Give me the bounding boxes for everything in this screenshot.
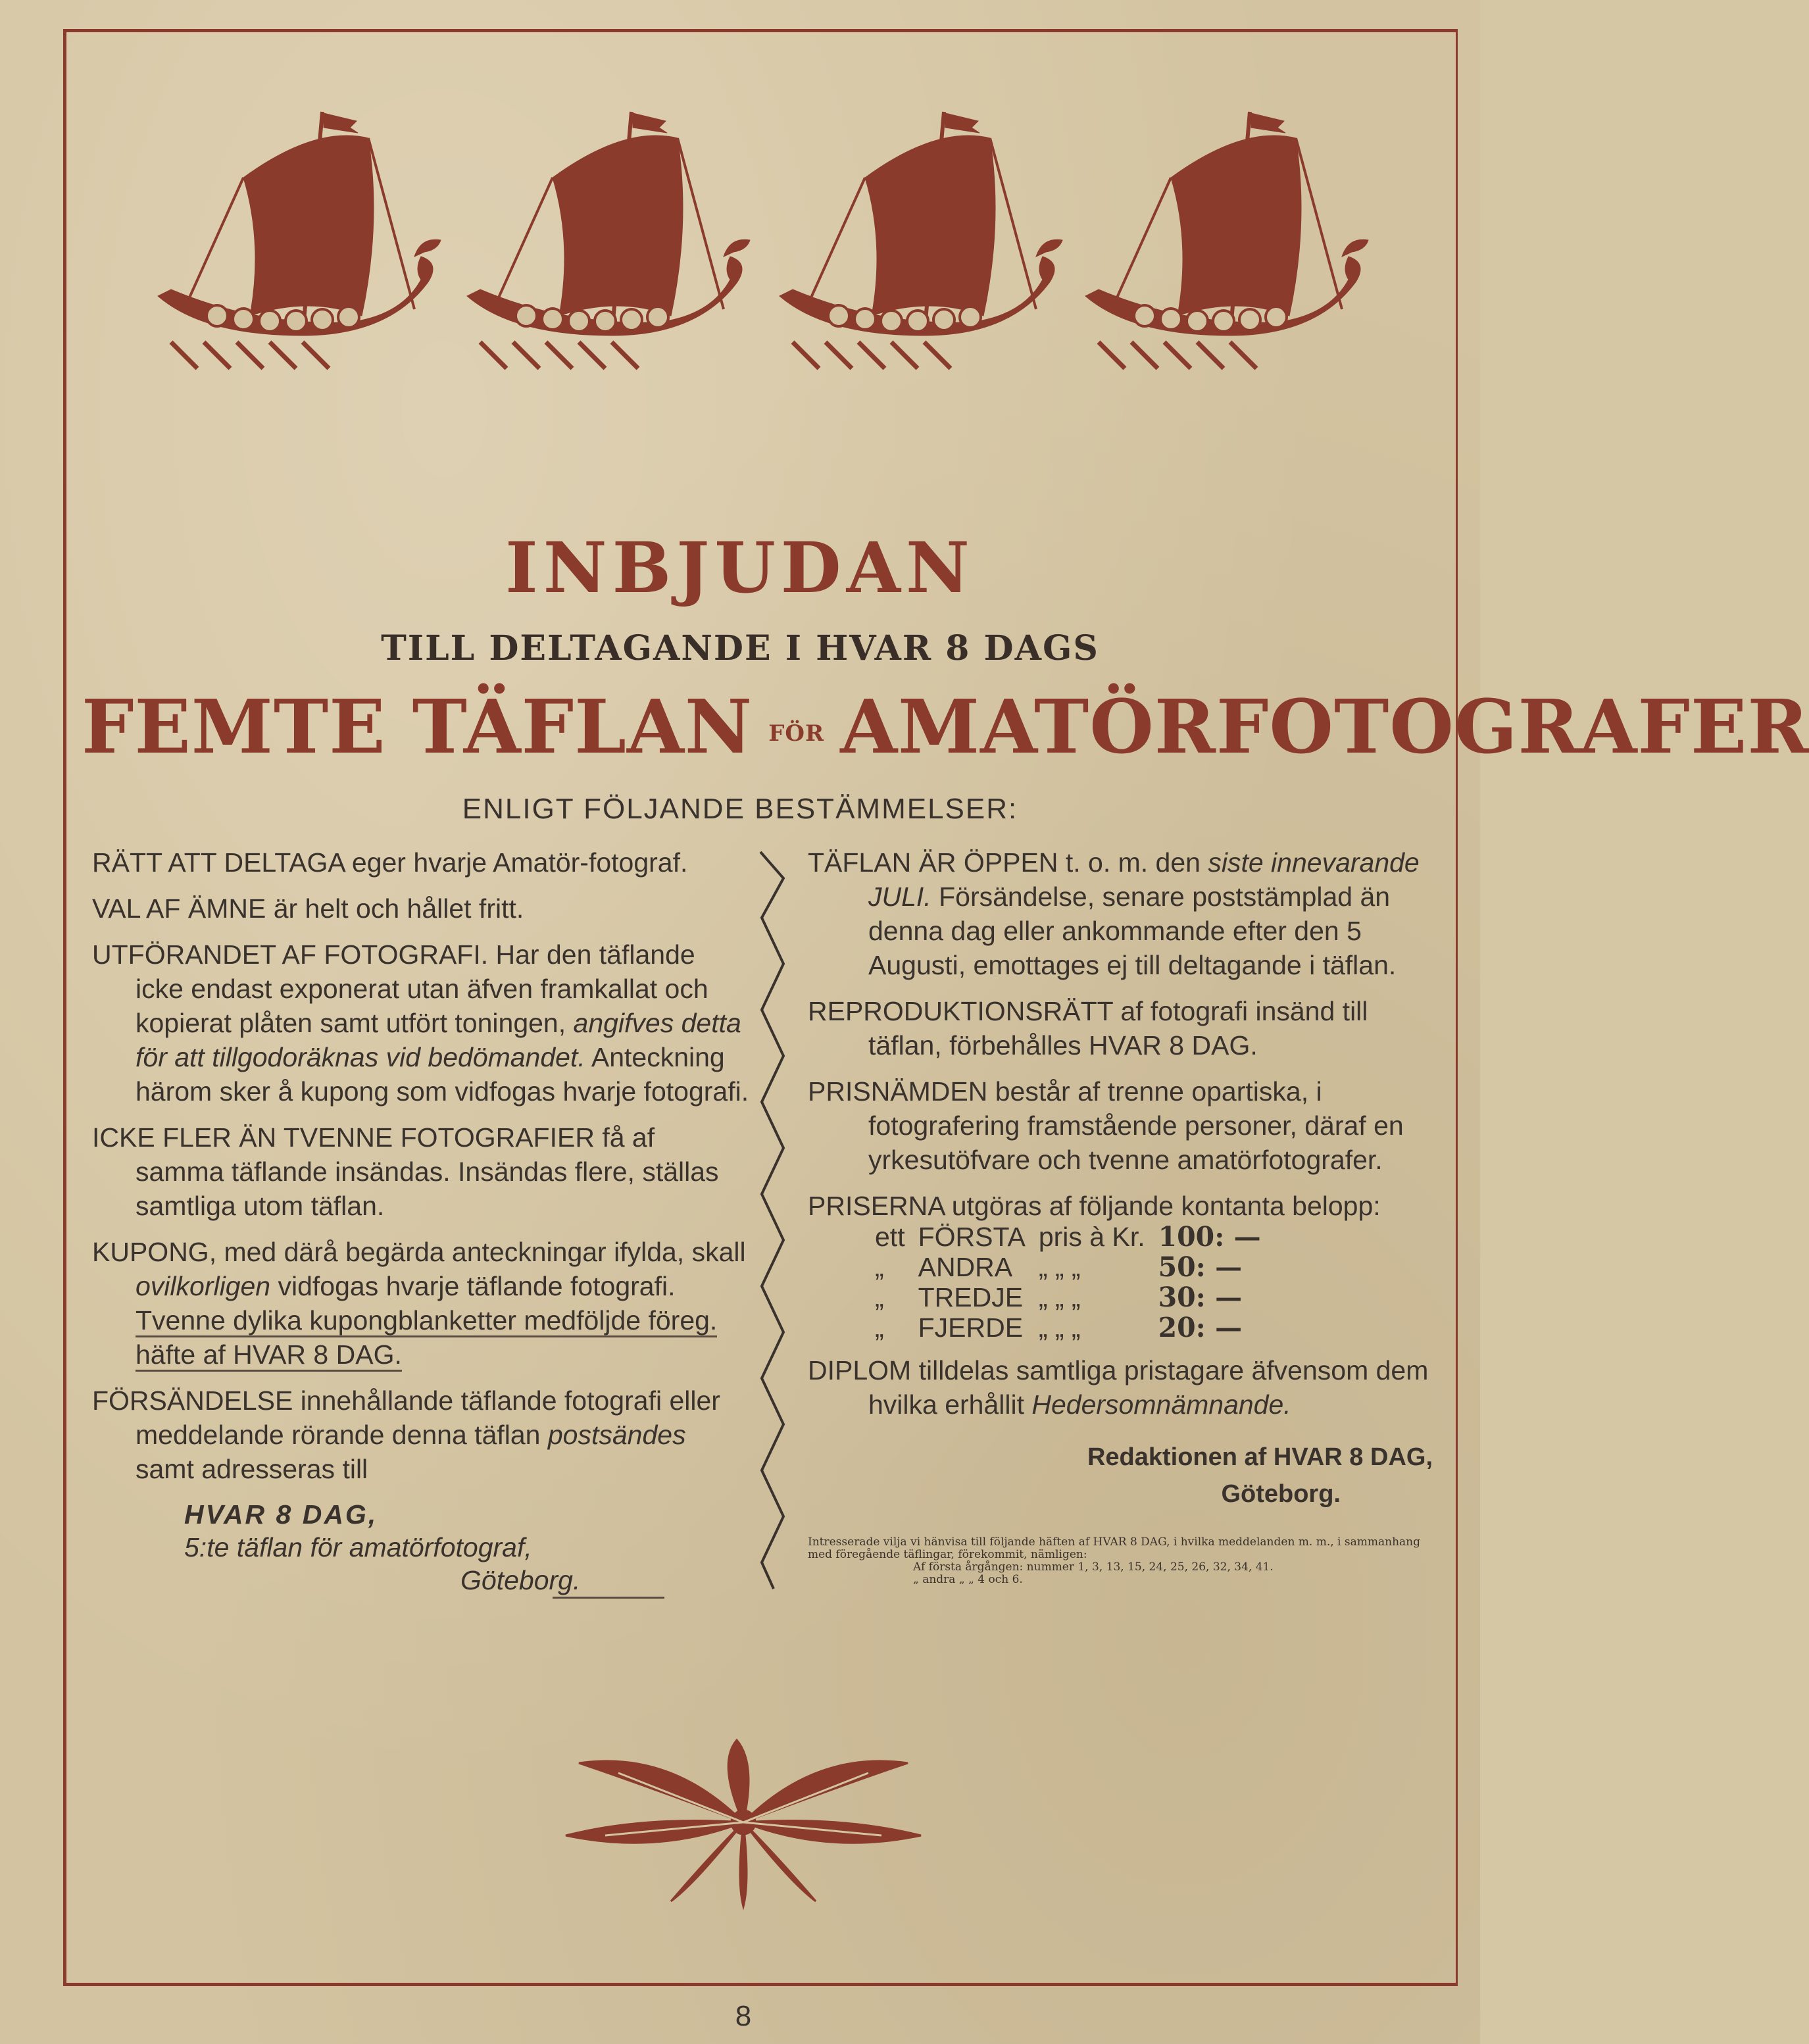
address-line: HVAR 8 DAG,: [184, 1499, 378, 1530]
rule-text: Försändelse, senare poststämplad än denna dag eller ankommande efter den 5 Augusti, emottages ej till deltagande i täflan.: [868, 882, 1397, 980]
prize-unit: „ „ „: [1038, 1252, 1081, 1282]
rule-paragraph: [92, 891, 750, 926]
viking-ship-icon: [1079, 99, 1368, 401]
rule-text: VAL AF ÄMNE är helt och hållet fritt.: [92, 893, 524, 924]
rule-paragraph: [92, 1383, 750, 1486]
footnote-line: Af första årgången: nummer 1, 3, 13, 15, 24, 25, 26, 32, 34, 41.: [913, 1560, 1274, 1574]
rule-emphasis: ovilkorligen: [136, 1271, 271, 1301]
rule-text: FÖRSÄNDELSE innehållande täflande fotografi eller meddelande rörande denna täflan: [92, 1385, 720, 1450]
prize-prefix: ett: [875, 1222, 905, 1252]
table-row: [868, 1252, 1268, 1282]
rule-text: DIPLOM tilldelas samtliga pristagare äfvensom dem hvilka erhållit: [808, 1355, 1429, 1420]
rule-text: samt adresseras till: [136, 1454, 368, 1484]
rule-paragraph: [808, 1074, 1433, 1177]
rule-paragraph: [808, 845, 1433, 982]
column-divider-brace: [754, 852, 793, 1589]
viking-ship-icon: [460, 99, 750, 401]
floral-ornament-icon: [539, 1737, 947, 1908]
editorial-signature: [808, 1439, 1433, 1512]
signature-city: Göteborg.: [1221, 1480, 1341, 1508]
rule-paragraph: [808, 1189, 1433, 1223]
table-row: [868, 1312, 1268, 1343]
headline-small: FÖR: [768, 720, 825, 747]
prize-name: FJERDE: [918, 1312, 1024, 1343]
page-number: 8: [735, 2000, 752, 2032]
rules-heading: ENLIGT FÖLJANDE BESTÄMMELSER:: [462, 793, 1018, 825]
rule-text: TÄFLAN ÄR ÖPPEN t. o. m. den: [808, 847, 1208, 878]
postal-address: [184, 1498, 750, 1597]
viking-ship-icon: [773, 99, 1062, 401]
prize-name: FÖRSTA: [918, 1222, 1026, 1252]
headline-right: AMATÖRFOTOGRAFER: [840, 684, 1809, 770]
prize-name: TREDJE: [918, 1282, 1024, 1312]
signature-line: Redaktionen af HVAR 8 DAG,: [1087, 1443, 1433, 1471]
table-row: [868, 1222, 1268, 1252]
rule-text: PRISERNA utgöras af följande kontanta belopp:: [808, 1191, 1381, 1221]
rule-text: RÄTT ATT DELTAGA eger hvarje Amatör-fotograf.: [92, 847, 688, 878]
rule-text: REPRODUKTIONSRÄTT af fotografi insänd till täflan, förbehålles HVAR 8 DAG.: [808, 996, 1368, 1060]
headline: [82, 684, 1809, 770]
rule-underlined-text: Tvenne dylika kupongblanketter medföljde föreg. häfte af HVAR 8 DAG.: [136, 1305, 717, 1372]
prize-unit: pris à Kr.: [1038, 1222, 1145, 1252]
prize-amount: 30: —: [1158, 1282, 1243, 1313]
rule-emphasis: postsändes: [547, 1420, 686, 1450]
rule-paragraph: [808, 1353, 1433, 1422]
footnote-line: Intresserade vilja vi hänvisa till följande häften af HVAR 8 DAG, i hvilka meddelanden m. m., i sammanhang med föregående täflingar, förekommit, nämligen:: [808, 1535, 1420, 1561]
rule-emphasis: angifves detta för att tillgodoräknas vid bedömandet.: [136, 1008, 741, 1072]
rule-text: vidfogas hvarje täflande fotografi.: [270, 1271, 676, 1301]
prize-unit: „ „ „: [1038, 1312, 1081, 1343]
prize-prefix: „: [875, 1252, 884, 1282]
table-row: [868, 1282, 1268, 1312]
rule-text: UTFÖRANDET AF FOTOGRAFI. Har den täflande icke endast exponerat utan äfven framkallat och kopierat plåten samt utfört toningen,: [92, 939, 708, 1038]
rule-emphasis: Hedersomnämnande.: [1031, 1389, 1291, 1420]
right-column: [808, 845, 1433, 1586]
address-underline: [553, 1597, 664, 1599]
address-line: Göteborg.: [460, 1565, 581, 1595]
rule-text: PRISNÄMDEN består af trenne opartiska, i fotografering framstående personer, däraf en yrkesutöfvare och tvenne amatörfotografer.: [808, 1076, 1404, 1175]
left-column: [92, 845, 750, 1599]
viking-ship-icon: [151, 99, 441, 401]
prize-prefix: „: [875, 1312, 884, 1343]
prize-table: [868, 1222, 1268, 1343]
rule-paragraph: [92, 1235, 750, 1372]
address-line: 5:te täflan för amatörfotograf,: [184, 1532, 532, 1562]
rule-text: Anteckning härom sker å kupong som vidfogas hvarje fotografi.: [136, 1042, 749, 1107]
rule-text: KUPONG, med därå begärda anteckningar ifylda, skall: [92, 1237, 746, 1267]
prize-name: ANDRA: [918, 1252, 1013, 1282]
prize-prefix: „: [875, 1282, 884, 1312]
rule-paragraph: [808, 994, 1433, 1062]
rule-paragraph: [92, 937, 750, 1109]
page-title: INBJUDAN: [505, 526, 975, 609]
rule-paragraph: [92, 845, 750, 880]
prize-amount: 50: —: [1158, 1251, 1243, 1283]
viking-ship-border: [151, 99, 1388, 401]
prize-amount: 20: —: [1158, 1312, 1243, 1343]
prize-unit: „ „ „: [1038, 1282, 1081, 1312]
rule-emphasis: siste innevarande JULI.: [868, 847, 1420, 912]
footnote-line: „ andra „ „ 4 och 6.: [913, 1573, 1023, 1586]
rule-text: ICKE FLER ÄN TVENNE FOTOGRAFIER få af samma täflande insändas. Insändas flere, ställas samtliga utom täflan.: [92, 1122, 719, 1221]
subtitle: TILL DELTAGANDE I HVAR 8 DAGS: [381, 628, 1099, 668]
headline-left: FEMTE TÄFLAN: [82, 684, 753, 770]
footnote: [808, 1536, 1433, 1586]
rule-paragraph: [92, 1120, 750, 1223]
prize-amount: 100: —: [1158, 1221, 1261, 1253]
